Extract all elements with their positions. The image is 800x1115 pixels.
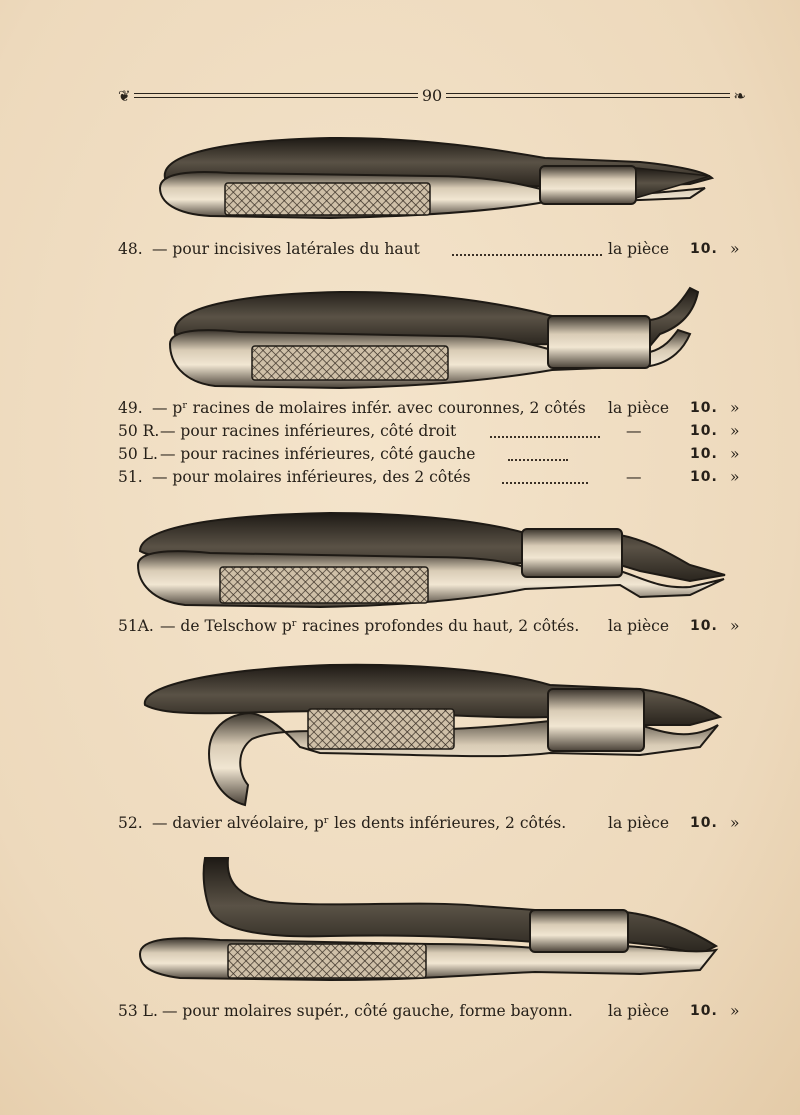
- ornament-right-icon: ❧: [733, 87, 746, 105]
- entry-row: [118, 238, 748, 260]
- page-number: 90: [421, 86, 443, 105]
- item-description: — de Telschow pʳ racines profondes du haut, 2 côtés.: [160, 617, 580, 635]
- price-mark: »: [730, 468, 740, 486]
- header-rule-right: [446, 93, 730, 98]
- item-number: 50 R.: [118, 422, 160, 440]
- item-unit: la pièce: [608, 1002, 670, 1020]
- item-number: 49.: [118, 399, 143, 417]
- item-description: — pour incisives latérales du haut: [152, 240, 420, 258]
- item-price: 10.: [690, 1003, 718, 1019]
- dot-leader: [502, 482, 588, 484]
- item-price: 10.: [690, 446, 718, 462]
- item-price: 10.: [690, 400, 718, 416]
- item-unit: la pièce: [608, 399, 670, 417]
- item-unit: la pièce: [608, 240, 670, 258]
- entry-row: [118, 812, 748, 834]
- forceps-53l-illustration: [0, 850, 800, 985]
- item-price: 10.: [690, 618, 718, 634]
- item-price: 10.: [690, 423, 718, 439]
- price-mark: »: [730, 240, 740, 258]
- forceps-48-illustration: [0, 128, 800, 228]
- entry-row: [118, 1000, 748, 1022]
- item-unit: —: [626, 468, 642, 486]
- item-number: 50 L.: [118, 445, 158, 463]
- item-number: 52.: [118, 814, 143, 832]
- page-header: [118, 86, 746, 106]
- price-mark: »: [730, 1002, 740, 1020]
- item-unit: la pièce: [608, 617, 670, 635]
- price-mark: »: [730, 445, 740, 463]
- forceps-51a-illustration: [0, 505, 800, 615]
- forceps-52-illustration: [0, 655, 800, 810]
- item-number: 51.: [118, 468, 143, 486]
- item-number: 48.: [118, 240, 143, 258]
- ornament-left-icon: ❦: [118, 87, 131, 105]
- item-number: 51A.: [118, 617, 154, 635]
- entry-row: [118, 615, 748, 637]
- dot-leader: [490, 436, 600, 438]
- entry-row: [118, 466, 748, 488]
- price-mark: »: [730, 814, 740, 832]
- entry-row: [118, 397, 748, 419]
- item-description: — pour racines inférieures, côté gauche: [160, 445, 476, 463]
- item-price: 10.: [690, 469, 718, 485]
- entry-row: [118, 443, 748, 465]
- item-price: 10.: [690, 241, 718, 257]
- item-description: — pour molaires inférieures, des 2 côtés: [152, 468, 471, 486]
- item-unit: —: [626, 422, 642, 440]
- price-mark: »: [730, 617, 740, 635]
- price-mark: »: [730, 399, 740, 417]
- item-description: — pour molaires supér., côté gauche, forme bayonn.: [162, 1002, 573, 1020]
- entry-row: [118, 420, 748, 442]
- item-description: — pour racines inférieures, côté droit: [160, 422, 457, 440]
- item-unit: la pièce: [608, 814, 670, 832]
- dot-leader: [508, 459, 568, 461]
- item-number: 53 L.: [118, 1002, 158, 1020]
- dot-leader: [452, 254, 602, 256]
- item-description: — davier alvéolaire, pʳ les dents inférieures, 2 côtés.: [152, 814, 567, 832]
- item-price: 10.: [690, 815, 718, 831]
- forceps-49-illustration: [0, 282, 800, 392]
- item-description: — pʳ racines de molaires infér. avec couronnes, 2 côtés: [152, 399, 586, 417]
- price-mark: »: [730, 422, 740, 440]
